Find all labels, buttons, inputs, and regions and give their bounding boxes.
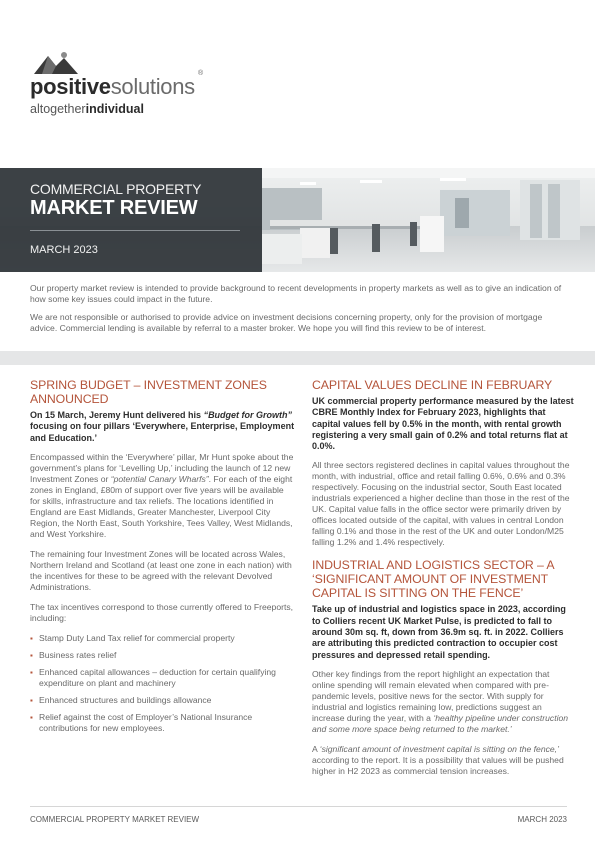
page-title: MARKET REVIEW — [30, 197, 198, 219]
logo-mountain-icon — [34, 52, 84, 74]
body-paragraph: All three sectors registered declines in capital values throughout the month, with industrial, office and retail falling 0.6%, 0.6% and 0.3% respectively. Focusing on the industrial sector, South East located industrials experienced a higher decline than those in the rest of the UK. Capital value falls in the office sector were primarily driven by offices located outside of the capital, with values in central London falling 0.1% and those in the rest of the UK and outer London/M25 falling 1.2% and 1.4% respectively. — [312, 460, 570, 548]
bullet-icon: ▪ — [30, 633, 33, 643]
bullet-icon: ▪ — [30, 712, 33, 722]
banner-divider — [30, 230, 240, 231]
body-paragraph: The tax incentives correspond to those currently offered to Freeports, including: — [30, 601, 294, 623]
bullet-icon: ▪ — [30, 650, 33, 660]
list-item: ▪ Stamp Duty Land Tax relief for commercial property — [30, 632, 235, 643]
company-logo — [30, 52, 230, 122]
intro-paragraph: Our property market review is intended to provide background to recent developments in property markets as well as to give an indication of how some key issues could impact in the future. — [30, 283, 562, 304]
section-divider-band — [0, 351, 595, 365]
logo-wordmark: positivesolutions — [30, 74, 195, 99]
bullet-icon: ▪ — [30, 695, 33, 705]
bullet-icon: ▪ — [30, 667, 33, 677]
list-item: ▪ Business rates relief — [30, 649, 117, 660]
tax-incentives-list — [30, 633, 295, 734]
section-heading: INDUSTRIAL AND LOGISTICS SECTOR – A ‘SIGNIFICANT AMOUNT OF INVESTMENT CAPITAL IS SITTING ON THE FENCE’ — [312, 558, 554, 601]
body-paragraph: The remaining four Investment Zones will be located across Wales, Northern Ireland and Scotland (at least one zone in each nation) with the incentives for these to be agreed with the relevant Devolved Administrations. — [30, 548, 292, 592]
list-item: ▪ Relief against the cost of Employer’s National Insurance contributions for new employees. — [30, 711, 253, 733]
body-paragraph: Encompassed within the ‘Everywhere’ pillar, Mr Hunt spoke about the government’s plans for ‘Levelling Up,’ including the launch of 12 new Investment Zones or “potential Canary Wharfs”. For each of the eight zones in England, £80m of support over five years will be available for skills, infrastructure and tax reliefs. The locations identified in England are East Midlands, Greater Manchester, Liverpool City Region, the North East, South Yorkshire, Tees Valley, West Midlands, and West Yorkshire. — [30, 451, 294, 539]
left-column — [30, 378, 295, 740]
footer-divider — [30, 806, 567, 807]
section-lead: UK commercial property performance measured by the latest CBRE Monthly Index for February 2023, highlights that capital values fell by 0.5% in the month, with rental growth registering a very small gain of 0.2% and total returns flat at 0.0%. — [312, 396, 574, 452]
section-lead: Take up of industrial and logistics space in 2023, according to Colliers recent UK Market Pulse, is predicted to fall to around 30m sq. ft, down from 36.9m sq. ft. in 2022. Colliers are attributing this predicted contraction to occupier cost pressures and depressed retail spending. — [312, 604, 566, 660]
intro-paragraph: We are not responsible or authorised to provide advice on investment decisions concerning property, only for the provision of mortgage advice. Commercial lending is available by referral to a master broker. We hope you will find this review to be of interest. — [30, 312, 543, 333]
body-paragraph: Other key findings from the report highlight an expectation that online spending will remain elevated when compared with pre-pandemic levels, positive news for the sector. With supply for industrial and logistics remaining low, predictions suggest an increase during the year, with a ‘healthy pipeline under construction and some more space being returned to the market.’ — [312, 668, 569, 734]
section-heading: SPRING BUDGET – INVESTMENT ZONES ANNOUNCED — [30, 378, 267, 406]
logo-tagline: altogetherindividual — [30, 102, 144, 116]
body-paragraph: A ‘significant amount of investment capital is sitting on the fence,’ according to the report. It is a possibility that values will be pushed higher in H2 2023 as commercial tension increases. — [312, 743, 564, 776]
banner-date: MARCH 2023 — [30, 244, 98, 256]
footer-date: MARCH 2023 — [517, 815, 567, 824]
footer-title: COMMERCIAL PROPERTY MARKET REVIEW — [30, 815, 200, 824]
intro-section — [30, 283, 570, 341]
section-lead: On 15 March, Jeremy Hunt delivered his “Budget for Growth” focusing on four pillars ‘Everywhere, Enterprise, Employment and Education.’ — [30, 410, 295, 443]
right-column — [312, 378, 574, 786]
header-banner — [0, 168, 595, 272]
list-item: ▪ Enhanced capital allowances – deduction for certain qualifying expenditure on plant and machinery — [30, 666, 276, 688]
banner-kicker: COMMERCIAL PROPERTY — [30, 181, 202, 197]
logo-registered-mark: ® — [198, 70, 204, 77]
section-heading: CAPITAL VALUES DECLINE IN FEBRUARY — [312, 378, 553, 392]
list-item: ▪ Enhanced structures and buildings allowance — [30, 694, 212, 705]
